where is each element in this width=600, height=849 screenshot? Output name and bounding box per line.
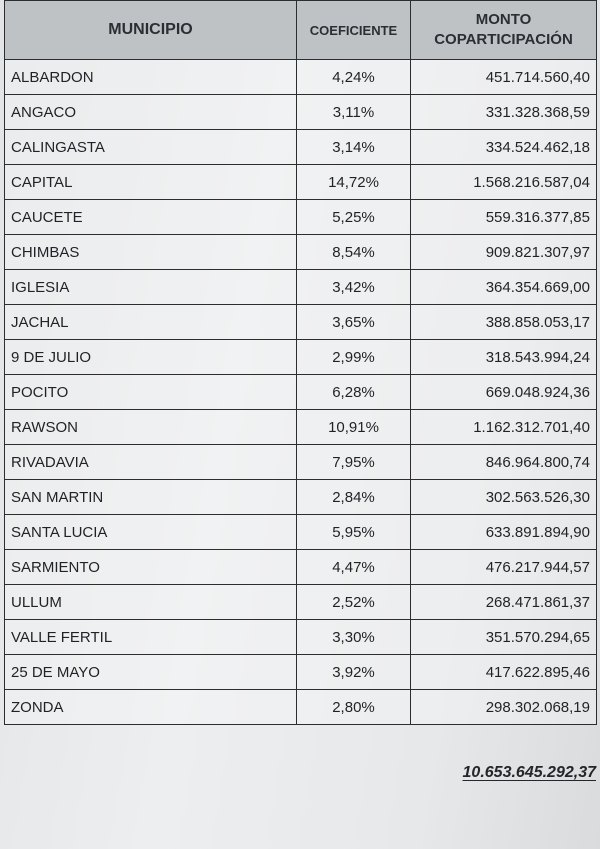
coeficiente-cell: 8,54% (297, 235, 411, 270)
monto-cell: 268.471.861,37 (411, 585, 597, 620)
municipio-cell: RAWSON (5, 410, 297, 445)
monto-cell: 559.316.377,85 (411, 200, 597, 235)
monto-cell: 318.543.994,24 (411, 340, 597, 375)
table-body (5, 60, 597, 725)
monto-cell: 1.568.216.587,04 (411, 165, 597, 200)
table-row (5, 95, 597, 130)
coeficiente-cell: 3,65% (297, 305, 411, 340)
header-municipio: MUNICIPIO (5, 1, 297, 60)
monto-cell: 1.162.312.701,40 (411, 410, 597, 445)
coeficiente-cell: 2,80% (297, 690, 411, 725)
coeficiente-cell: 3,11% (297, 95, 411, 130)
municipio-cell: 9 DE JULIO (5, 340, 297, 375)
municipio-cell: ZONDA (5, 690, 297, 725)
coeficiente-cell: 6,28% (297, 375, 411, 410)
municipio-cell: IGLESIA (5, 270, 297, 305)
municipio-cell: CHIMBAS (5, 235, 297, 270)
coparticipacion-table (4, 0, 597, 725)
table-row (5, 235, 597, 270)
coeficiente-cell: 5,25% (297, 200, 411, 235)
header-coeficiente: COEFICIENTE (297, 1, 411, 60)
monto-cell: 633.891.894,90 (411, 515, 597, 550)
municipio-cell: SARMIENTO (5, 550, 297, 585)
coeficiente-cell: 3,92% (297, 655, 411, 690)
table-row (5, 515, 597, 550)
coeficiente-cell: 2,52% (297, 585, 411, 620)
table-row (5, 165, 597, 200)
table-row (5, 60, 597, 95)
header-monto (411, 1, 597, 60)
monto-cell: 388.858.053,17 (411, 305, 597, 340)
monto-cell: 364.354.669,00 (411, 270, 597, 305)
municipio-cell: VALLE FERTIL (5, 620, 297, 655)
table-row (5, 305, 597, 340)
municipio-cell: SANTA LUCIA (5, 515, 297, 550)
coeficiente-cell: 3,14% (297, 130, 411, 165)
header-monto-line2: COPARTICIPACIÓN (434, 31, 573, 48)
monto-cell: 476.217.944,57 (411, 550, 597, 585)
monto-cell: 846.964.800,74 (411, 445, 597, 480)
table-row (5, 375, 597, 410)
table-row (5, 130, 597, 165)
table-row (5, 200, 597, 235)
table-row (5, 550, 597, 585)
monto-cell: 909.821.307,97 (411, 235, 597, 270)
coeficiente-cell: 10,91% (297, 410, 411, 445)
municipio-cell: CALINGASTA (5, 130, 297, 165)
table-row (5, 445, 597, 480)
coeficiente-cell: 2,99% (297, 340, 411, 375)
municipio-cell: CAPITAL (5, 165, 297, 200)
table-row (5, 480, 597, 515)
monto-cell: 302.563.526,30 (411, 480, 597, 515)
coeficiente-cell: 4,24% (297, 60, 411, 95)
municipio-cell: POCITO (5, 375, 297, 410)
table-row (5, 690, 597, 725)
monto-cell: 451.714.560,40 (411, 60, 597, 95)
coeficiente-cell: 5,95% (297, 515, 411, 550)
municipio-cell: ALBARDON (5, 60, 297, 95)
table-row (5, 410, 597, 445)
monto-cell: 417.622.895,46 (411, 655, 597, 690)
municipio-cell: 25 DE MAYO (5, 655, 297, 690)
table-row (5, 620, 597, 655)
coeficiente-cell: 3,30% (297, 620, 411, 655)
coeficiente-cell: 2,84% (297, 480, 411, 515)
municipio-cell: SAN MARTIN (5, 480, 297, 515)
monto-cell: 351.570.294,65 (411, 620, 597, 655)
coeficiente-cell: 4,47% (297, 550, 411, 585)
municipio-cell: JACHAL (5, 305, 297, 340)
coeficiente-cell: 7,95% (297, 445, 411, 480)
table-row (5, 585, 597, 620)
header-monto-line1: MONTO (475, 11, 532, 28)
table-row (5, 655, 597, 690)
monto-cell: 334.524.462,18 (411, 130, 597, 165)
municipio-cell: ANGACO (5, 95, 297, 130)
municipio-cell: ULLUM (5, 585, 297, 620)
table-row (5, 270, 597, 305)
coeficiente-cell: 14,72% (297, 165, 411, 200)
table-row (5, 340, 597, 375)
coeficiente-cell: 3,42% (297, 270, 411, 305)
monto-cell: 298.302.068,19 (411, 690, 597, 725)
monto-cell: 331.328.368,59 (411, 95, 597, 130)
municipio-cell: RIVADAVIA (5, 445, 297, 480)
monto-cell: 669.048.924,36 (411, 375, 597, 410)
total-amount: 10.653.645.292,37 (462, 764, 596, 781)
table-header-row (5, 1, 597, 60)
municipio-cell: CAUCETE (5, 200, 297, 235)
